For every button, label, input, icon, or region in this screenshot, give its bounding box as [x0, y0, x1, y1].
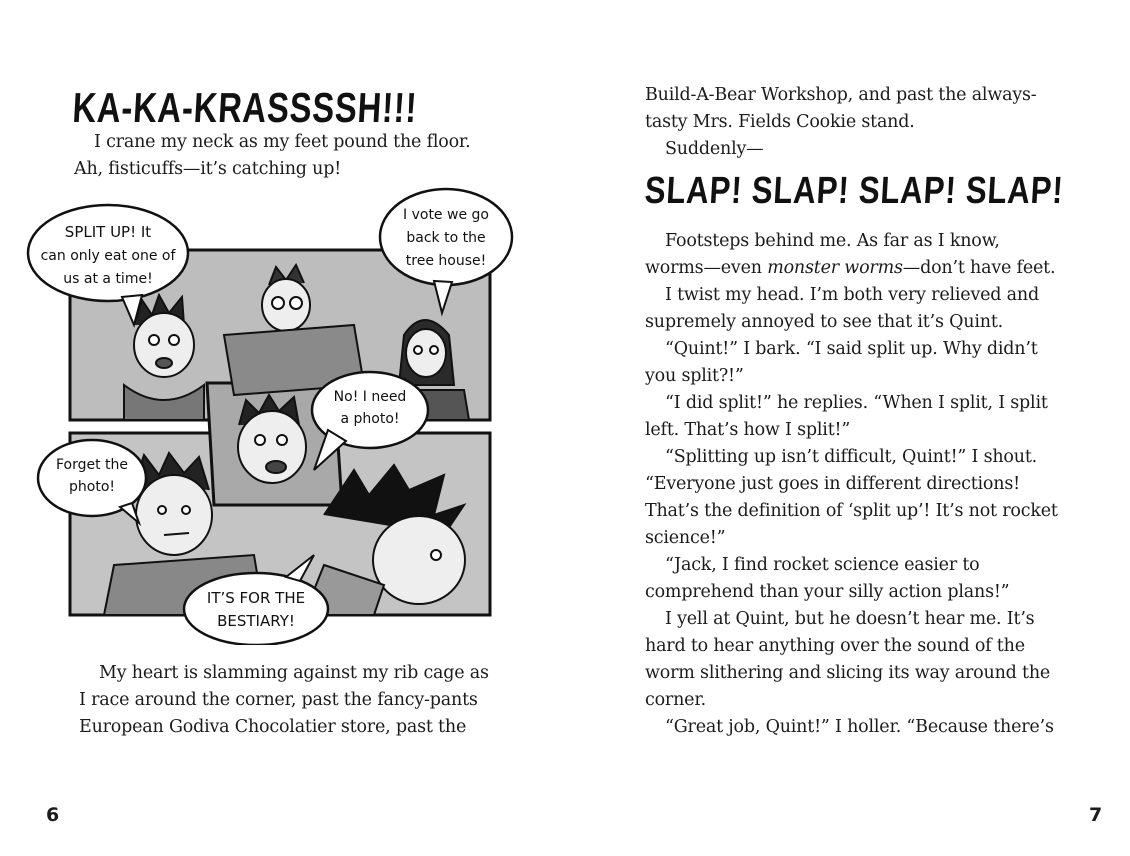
paragraph-continued [645, 82, 1075, 163]
bubble-line: tree house! [405, 253, 487, 269]
text-line: “Splitting up isn’t difficult, Quint!” I shout. [665, 447, 1038, 467]
text-line: “Everyone just goes in different directions! [645, 474, 1020, 494]
sound-effect-heading: KA-KA-KRASSSSH!!! [71, 84, 419, 131]
bubble-line: BESTIARY! [217, 612, 295, 630]
text-line: science!” [645, 528, 726, 548]
text-line: “I did split!” he replies. “When I split, I split [665, 393, 1048, 413]
paragraph-intro [74, 129, 494, 183]
text-line: you split?!” [645, 366, 744, 386]
text-line: My heart is slamming against my rib cage as [99, 663, 489, 683]
text-line-suddenly: Suddenly— [665, 139, 764, 159]
text-line: hard to hear anything over the sound of the [645, 636, 1025, 656]
paragraph-body [645, 228, 1075, 741]
text-line: comprehend than your silly action plans!” [645, 582, 1010, 602]
text-line: I twist my head. I’m both very relieved and [665, 285, 1039, 305]
text-line: European Godiva Chocolatier store, past the [79, 717, 467, 737]
text-line: supremely annoyed to see that it’s Quint. [645, 312, 1004, 332]
bubble-line: can only eat one of [40, 248, 176, 264]
character-quint-middle [238, 395, 306, 483]
page-number: 6 [46, 804, 60, 826]
text-line: “Great job, Quint!” I holler. “Because there’s [665, 717, 1054, 737]
speech-bubble-forget-photo [38, 440, 146, 523]
text-line: left. That’s how I split!” [645, 420, 851, 440]
text-line: tasty Mrs. Fields Cookie stand. [645, 112, 915, 132]
sound-effect-heading: SLAP! SLAP! SLAP! SLAP! [643, 170, 1065, 212]
text-fragment: worms—even [645, 258, 768, 278]
bubble-line: IT’S FOR THE [206, 589, 306, 607]
text-line: I race around the corner, past the fancy-pants [79, 690, 478, 710]
text-line: Build-A-Bear Workshop, and past the always- [645, 85, 1037, 105]
bubble-line: Forget the [55, 457, 129, 473]
text-line: I yell at Quint, but he doesn’t hear me. It’s [665, 609, 1035, 629]
bubble-line: photo! [69, 479, 115, 495]
text-line: That’s the definition of ‘split up’! It’s not rocket [645, 501, 1058, 521]
bubble-line: No! I need [333, 389, 407, 405]
text-line: “Quint!” I bark. “I said split up. Why didn’t [665, 339, 1038, 359]
bubble-line: a photo! [340, 411, 400, 427]
text-line: Footsteps behind me. As far as I know, [665, 231, 1000, 251]
text-line [645, 255, 1075, 282]
right-page [565, 0, 1130, 856]
text-italic: monster worms [767, 258, 903, 278]
text-line: Ah, fisticuffs—it’s catching up! [74, 159, 342, 179]
comic-illustration [24, 185, 524, 645]
page-number: 7 [1089, 804, 1103, 826]
bubble-line: us at a time! [63, 271, 153, 287]
bubble-line: SPLIT UP! It [64, 223, 152, 241]
text-line: “Jack, I find rocket science easier to [665, 555, 980, 575]
bubble-line: I vote we go [403, 207, 489, 223]
text-line: I crane my neck as my feet pound the floor. [94, 132, 471, 152]
paragraph-heart [79, 660, 499, 741]
bubble-line: back to the [406, 230, 486, 246]
text-line: worm slithering and slicing its way around the [645, 663, 1051, 683]
text-line: corner. [645, 690, 706, 710]
text-fragment: —don’t have feet. [902, 258, 1056, 278]
